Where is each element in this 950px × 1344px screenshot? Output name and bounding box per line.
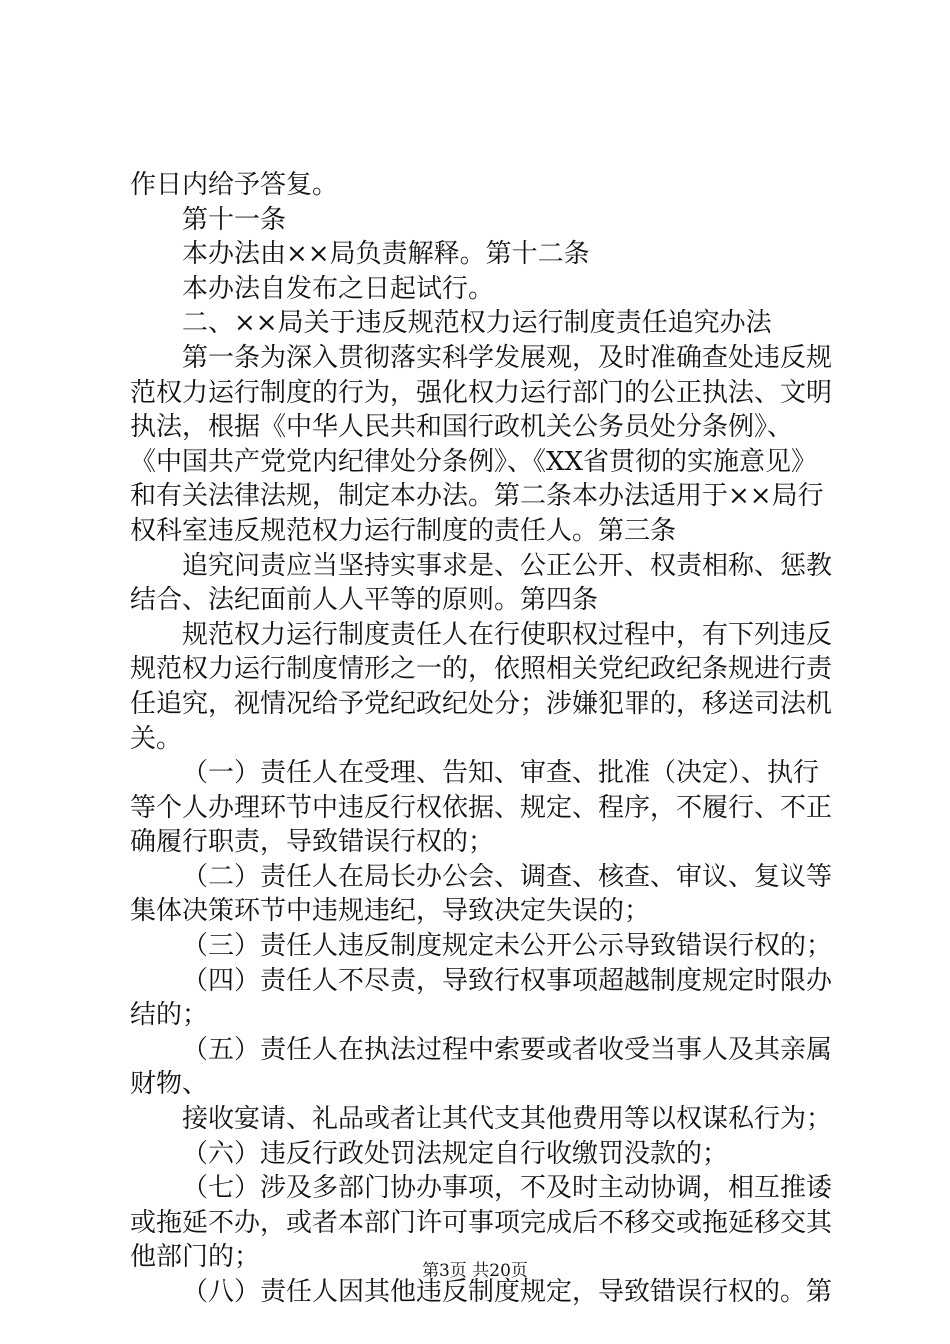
text-line-content: 任追究，视情况给予党纪政纪处分；涉嫌犯罪的，移送司法机 (130, 688, 832, 719)
text-line-content: 作日内给予答复。 (130, 170, 339, 200)
text-line (130, 203, 830, 238)
text-line-content: 或拖延不办，或者本部门许可事项完成后不移交或拖延移交其 (130, 1207, 832, 1238)
text-line (130, 583, 830, 618)
text-line-content: 二、××局关于违反规范权力运行制度责任追究办法 (182, 308, 772, 339)
text-line-content: 本办法自发布之日起试行。 (182, 273, 495, 304)
text-line (130, 1102, 830, 1137)
text-line (130, 445, 830, 480)
text-line (130, 1137, 830, 1172)
text-line (130, 1067, 830, 1102)
text-line (130, 756, 830, 791)
text-line-content: 权科室违反规范权力运行制度的责任人。第三条 (130, 515, 677, 546)
text-line (130, 687, 830, 722)
text-line (130, 1206, 830, 1241)
text-line-content: （四）责任人不尽责，导致行权事项超越制度规定时限办 (182, 965, 832, 996)
text-line-content: 财物、 (130, 1069, 209, 1100)
text-line (130, 237, 830, 272)
text-line (130, 1033, 830, 1068)
text-line-content: 第十一条 (182, 204, 287, 235)
text-line-content: 追究问责应当坚持实事求是、公正公开、权责相称、惩教 (182, 550, 832, 581)
text-line (130, 306, 830, 341)
text-line-content: 结的； (130, 1000, 209, 1031)
text-line (130, 1171, 830, 1206)
text-line-content: 第一条为深入贯彻落实科学发展观，及时准确查处违反规 (182, 342, 832, 373)
text-line-content: 规范权力运行制度情形之一的，依照相关党纪政纪条规进行责 (130, 654, 832, 685)
text-line (130, 964, 830, 999)
text-line (130, 652, 830, 687)
text-line (130, 479, 830, 514)
text-line (130, 929, 830, 964)
document-body (130, 168, 830, 1310)
text-line-content: 范权力运行制度的行为，强化权力运行部门的公正执法、文明 (130, 377, 832, 408)
text-line-content: 集体决策环节中违规违纪，导致决定失误的； (130, 896, 651, 927)
text-line-content: （五）责任人在执法过程中索要或者收受当事人及其亲属 (182, 1034, 832, 1065)
text-line-content: 和有关法律法规，制定本办法。第二条本办法适用于××局行 (130, 481, 824, 512)
text-line-content: （三）责任人违反制度规定未公开公示导致错误行权的； (182, 931, 832, 962)
text-line (130, 618, 830, 653)
text-line (130, 998, 830, 1033)
text-line (130, 894, 830, 929)
text-line (130, 791, 830, 826)
text-line (130, 376, 830, 411)
text-line (130, 722, 830, 757)
text-line (130, 514, 830, 549)
text-line-content: （八）责任人因其他违反制度规定，导致错误行权的。第 (182, 1277, 832, 1307)
text-line-content: 执法，根据《中华人民共和国行政机关公务员处分条例》、 (130, 412, 794, 443)
text-line-content: 确履行职责，导致错误行权的； (130, 827, 495, 858)
text-line (130, 272, 830, 307)
text-line-content: 本办法由××局负责解释。第十二条 (182, 239, 590, 270)
text-line-content: 关。 (130, 723, 183, 754)
text-line-content: 他部门的； (130, 1242, 261, 1273)
text-line (130, 168, 830, 203)
text-line (130, 410, 830, 445)
text-line (130, 341, 830, 376)
text-line-content: 规范权力运行制度责任人在行使职权过程中，有下列违反 (182, 619, 832, 650)
text-line-content: （七）涉及多部门协办事项，不及时主动协调，相互推诿 (182, 1173, 832, 1204)
text-line-content: 接收宴请、礼品或者让其代支其他费用等以权谋私行为； (182, 1104, 832, 1135)
page-footer: 第3页 共20页 (422, 1261, 528, 1281)
text-line (130, 860, 830, 895)
text-line-content: 《中国共产党党内纪律处分条例》、《XX省贯彻的实施意见》 (130, 446, 818, 477)
text-line-content: 等个人办理环节中违反行权依据、规定、程序，不履行、不正 (130, 792, 832, 823)
text-line-content: （六）违反行政处罚法规定自行收缴罚没款的； (182, 1138, 729, 1169)
text-line-content: （一）责任人在受理、告知、审查、批准（决定）、执行 (182, 758, 820, 789)
text-line (130, 549, 830, 584)
text-line-content: 结合、法纪面前人人平等的原则。第四条 (130, 585, 599, 616)
text-line (130, 825, 830, 860)
text-line-content: （二）责任人在局长办公会、调查、核查、审议、复议等 (182, 861, 832, 892)
